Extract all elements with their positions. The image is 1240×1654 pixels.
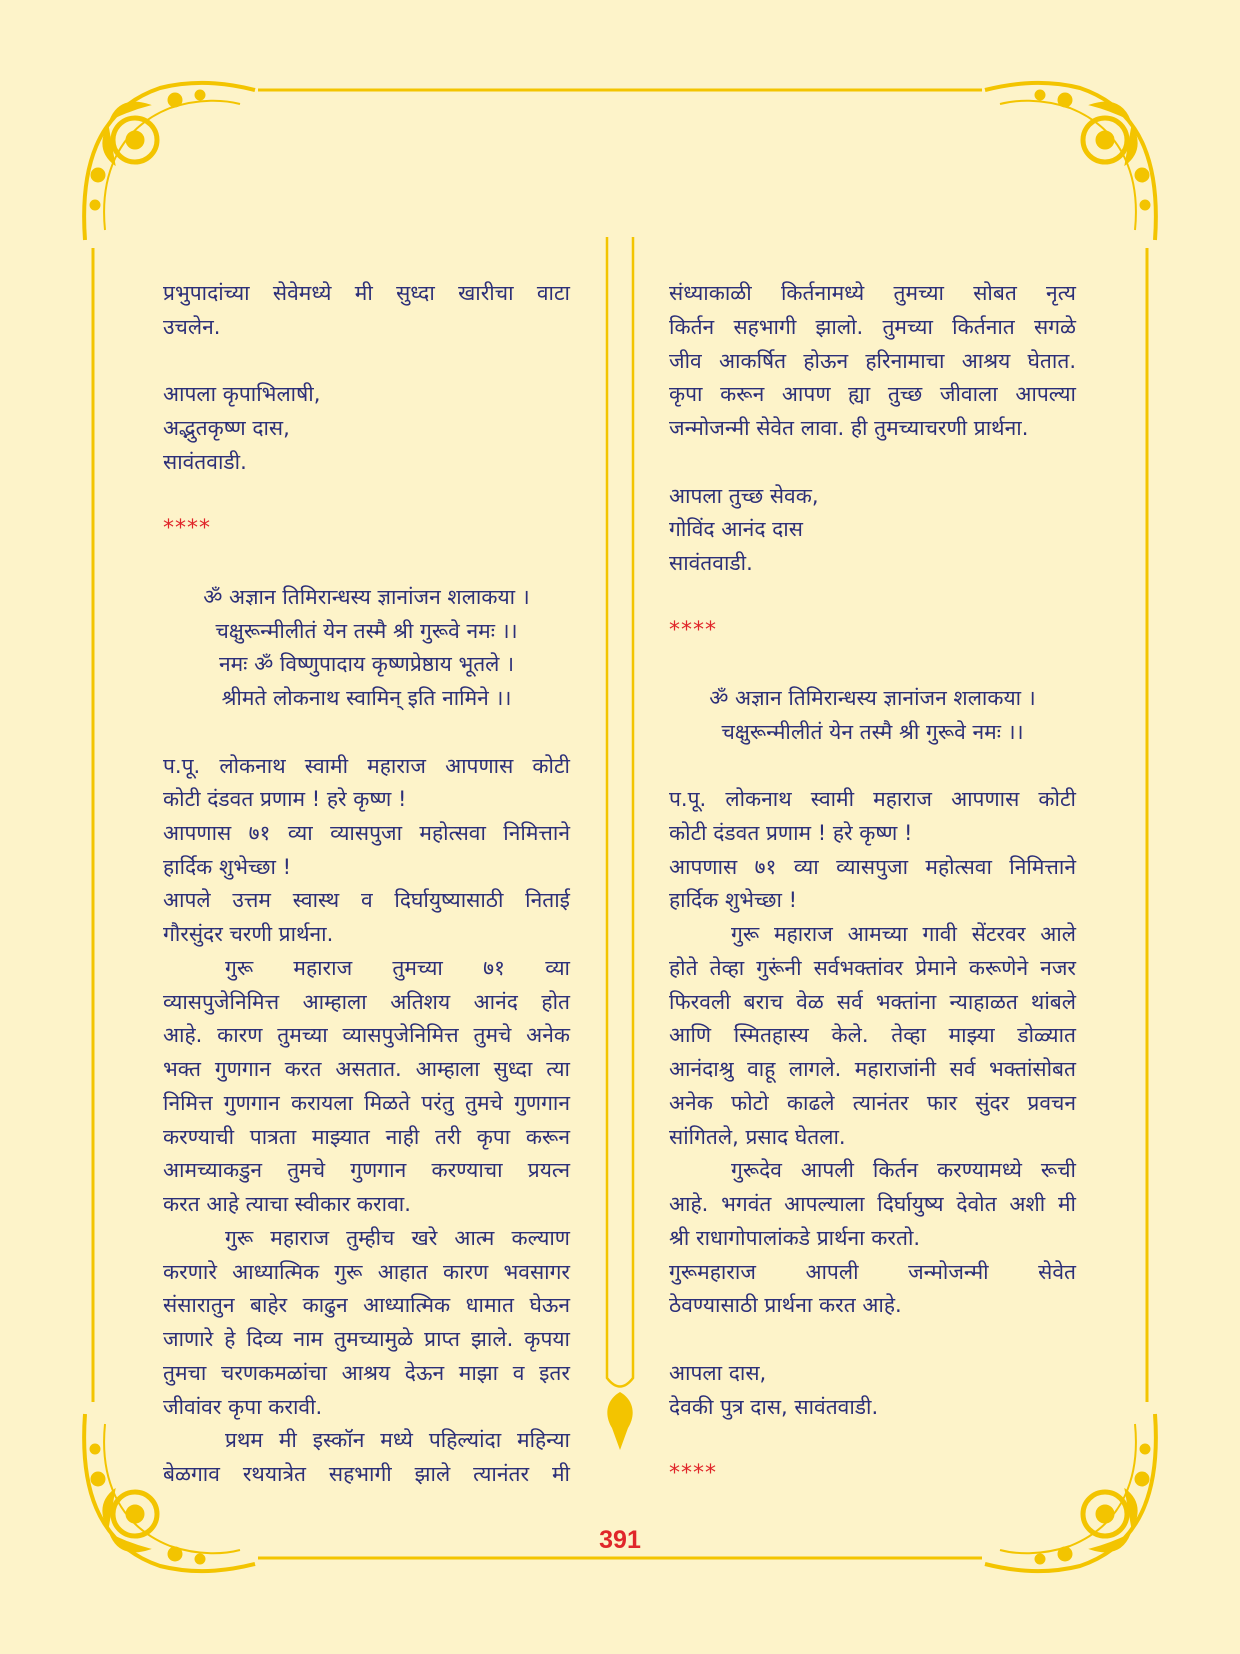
signature-line: आपला कृपाभिलाषी, xyxy=(163,382,321,407)
para3-line: प्रथम मी इस्कॉन मध्ये पहिल्यांदा महिन्या xyxy=(225,1428,570,1453)
verse-line: चक्षुरून्मीलीतं येन तस्मै श्री गुरूवे नमः ।। xyxy=(215,618,518,643)
para1-line: आणि स्मितहास्य केले. तेव्हा माझ्या डोळ्यात xyxy=(669,1023,1076,1048)
greeting-line: प.पू. लोकनाथ स्वामी महाराज आपणास कोटी xyxy=(669,787,1076,812)
para2-line: आहे. भगवंत आपल्याला दिर्घायुष्य देवोत अशी मी xyxy=(669,1192,1076,1217)
verse-line: ॐ अज्ञान तिमिरान्धस्य ज्ञानांजन शलाकया । xyxy=(709,686,1036,711)
para1-line: गुरू महाराज आमच्या गावी सेंटरवर आले xyxy=(731,922,1076,947)
signature-line: सावंतवाडी. xyxy=(163,449,247,474)
blessing-line: गौरसुंदर चरणी प्रार्थना. xyxy=(163,922,334,947)
page-number: 391 xyxy=(599,1526,641,1554)
para2-line: गुरूदेव आपली किर्तन करण्यामध्ये रूची xyxy=(731,1158,1076,1183)
para3-line: गुरूमहाराज आपली जन्मोजन्मी सेवेत xyxy=(669,1259,1076,1284)
signature-line: अद्भुतकृष्ण दास, xyxy=(163,416,290,441)
section-separator-stars: **** xyxy=(163,516,211,542)
wishes-line: आपणास ७१ व्या व्यासपुजा महोत्सवा निमित्ताने xyxy=(669,854,1076,879)
para3-line: ठेवण्यासाठी प्रार्थना करत आहे. xyxy=(669,1293,902,1318)
para1-line: निमित्त गुणगान करायला मिळते परंतु तुमचे गुणगान xyxy=(163,1090,570,1115)
signature2-line: देवकी पुत्र दास, सावंतवाडी. xyxy=(669,1394,879,1419)
para2-line: गुरू महाराज तुम्हीच खरे आत्म कल्याण xyxy=(225,1225,570,1250)
section-separator-stars: **** xyxy=(669,1461,717,1487)
verse-line: ॐ अज्ञान तिमिरान्धस्य ज्ञानांजन शलाकया । xyxy=(203,584,530,609)
para3-line: बेळगाव रथयात्रेत सहभागी झाले त्यानंतर मी xyxy=(163,1462,570,1487)
greeting-line: कोटी दंडवत प्रणाम ! हरे कृष्ण ! xyxy=(163,787,407,812)
para2-line: तुमचा चरणकमळांचा आश्रय देऊन माझा व इतर xyxy=(163,1360,570,1385)
para1-line: आनंदाश्रु वाहू लागले. महाराजांनी सर्व भक्तांसोबत xyxy=(669,1057,1076,1082)
para1-line: भक्त गुणगान करत असतात. आम्हाला सुध्दा त्या xyxy=(163,1057,570,1082)
section-separator-stars: **** xyxy=(669,617,717,643)
para1-line: करत आहे त्याचा स्वीकार करावा. xyxy=(163,1192,411,1217)
para1-line: होते तेव्हा गुरूंनी सर्वभक्तांवर प्रेमाने करूणेने नजर xyxy=(669,955,1076,980)
divider-drop-ornament xyxy=(607,1392,632,1450)
signature-line: गोविंद आनंद दास xyxy=(669,517,803,542)
closing-para-line: उचलेन. xyxy=(163,314,221,339)
signature-line: आपला तुच्छ सेवक, xyxy=(669,483,819,508)
closing-para-line: प्रभुपादांच्या सेवेमध्ये मी सुध्दा खारीचा वाटा xyxy=(163,281,570,306)
para1-line: गुरू महाराज तुमच्या ७१ व्या xyxy=(225,955,570,980)
para1-line: सांगितले, प्रसाद घेतला. xyxy=(669,1124,846,1149)
para1-line: अनेक फोटो काढले त्यानंतर फार सुंदर प्रवचन xyxy=(669,1090,1076,1115)
greeting-line: प.पू. लोकनाथ स्वामी महाराज आपणास कोटी xyxy=(163,753,570,778)
signature2-line: आपला दास, xyxy=(669,1360,767,1385)
para2-line: जीवांवर कृपा करावी. xyxy=(163,1394,323,1419)
wishes-line: आपणास ७१ व्या व्यासपुजा महोत्सवा निमित्ताने xyxy=(163,820,570,845)
cont-para-line: जन्मोजन्मी सेवेत लावा. ही तुमच्याचरणी प्रार्थना. xyxy=(669,416,1029,441)
para1-line: करण्याची पात्रता माझ्यात नाही तरी कृपा करून xyxy=(163,1124,570,1149)
wishes-line: हार्दिक शुभेच्छा ! xyxy=(163,854,292,879)
para1-line: आहे. कारण तुमच्या व्यासपुजेनिमित्त तुमचे अनेक xyxy=(163,1023,570,1048)
para1-line: व्यासपुजेनिमित्त आम्हाला अतिशय आनंद होत xyxy=(163,989,570,1014)
verse-line: श्रीमते लोकनाथ स्वामिन् इति नामिने ।। xyxy=(221,686,512,711)
wishes-line: हार्दिक शुभेच्छा ! xyxy=(669,888,798,913)
para2-line: करणारे आध्यात्मिक गुरू आहात कारण भवसागर xyxy=(163,1259,570,1284)
blessing-line: आपले उत्तम स्वास्थ व दिर्घायुष्यासाठी निताई xyxy=(163,888,570,913)
para2-line: जाणारे हे दिव्य नाम तुमच्यामुळे प्राप्त झाले. कृपया xyxy=(163,1327,570,1352)
column-divider xyxy=(607,237,633,1387)
para2-line: संसारातुन बाहेर काढुन आध्यात्मिक धामात घेऊन xyxy=(163,1293,570,1318)
greeting-line: कोटी दंडवत प्रणाम ! हरे कृष्ण ! xyxy=(669,820,913,845)
verse-line: चक्षुरून्मीलीतं येन तस्मै श्री गुरूवे नमः ।। xyxy=(721,719,1024,744)
cont-para-line: संध्याकाळी किर्तनामध्ये तुमच्या सोबत नृत्य xyxy=(669,281,1076,306)
verse-line: नमः ॐ विष्णुपादाय कृष्णप्रेष्ठाय भूतले । xyxy=(218,652,515,677)
corner-ornament xyxy=(84,83,255,240)
signature-line: सावंतवाडी. xyxy=(669,551,753,576)
para2-line: श्री राधागोपालांकडे प्रार्थना करतो. xyxy=(669,1225,921,1250)
cont-para-line: जीव आकर्षित होऊन हरिनामाचा आश्रय घेतात. xyxy=(669,348,1076,373)
para1-line: फिरवली बराच वेळ सर्व भक्तांना न्याहाळत थांबले xyxy=(669,989,1076,1014)
para1-line: आमच्याकडुन तुमचे गुणगान करण्याचा प्रयत्न xyxy=(163,1158,570,1183)
cont-para-line: कृपा करून आपण ह्या तुच्छ जीवाला आपल्या xyxy=(669,382,1076,407)
cont-para-line: किर्तन सहभागी झालो. तुमच्या किर्तनात सगळे xyxy=(669,314,1076,339)
